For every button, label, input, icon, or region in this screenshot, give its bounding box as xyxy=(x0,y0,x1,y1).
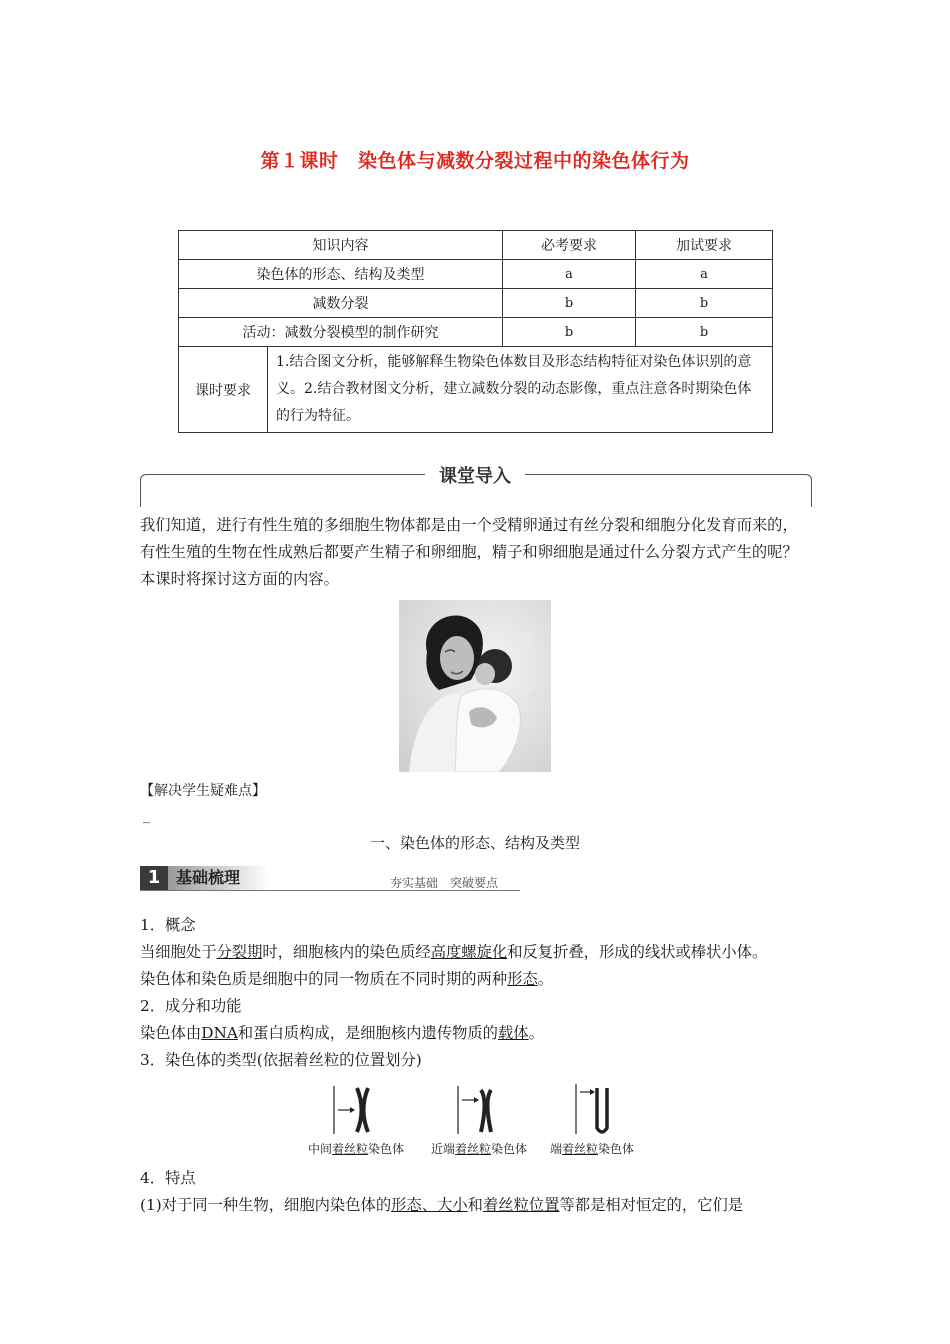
underlined-term: DNA xyxy=(201,1024,238,1042)
acrocentric-label xyxy=(431,1140,527,1157)
table-row xyxy=(179,347,773,433)
metacentric-chromosome-icon xyxy=(334,1086,368,1134)
table-header-row xyxy=(179,231,773,260)
underlined-term: 分裂期 xyxy=(216,943,263,961)
underlined-term: 载体 xyxy=(497,1024,529,1042)
basic-tagline: 夯实基础 突破要点 xyxy=(390,876,499,890)
table-cell: 活动：减数分裂模型的制作研究 xyxy=(179,318,503,347)
chromosome-diagram xyxy=(300,1082,660,1140)
composition-line-1 xyxy=(140,1020,812,1047)
basic-label: 基础梳理 xyxy=(176,868,241,887)
table-cell: b xyxy=(636,289,773,318)
difficulty-label: 【解决学生疑难点】 xyxy=(140,783,266,799)
mother-baby-photo xyxy=(399,600,551,772)
text-run: 中间 xyxy=(308,1142,333,1156)
table-cell: 减数分裂 xyxy=(179,289,503,318)
section-label: 课堂导入 xyxy=(425,462,525,488)
underlined-term: 着丝粒位置 xyxy=(482,1196,560,1214)
table-cell: a xyxy=(503,260,636,289)
underlined-term: 形态 xyxy=(507,970,538,988)
underlined-term: 形态 xyxy=(391,1196,422,1214)
text-run: 染色体和染色质是细胞中的同一物质在不同时期的两种 xyxy=(140,970,508,988)
text-run: 。 xyxy=(537,970,554,988)
underlined-term: 大小 xyxy=(437,1196,468,1214)
text-run: 染色体 xyxy=(491,1142,528,1156)
underlined-term: 着丝粒 xyxy=(455,1142,492,1156)
feature-line-1 xyxy=(140,1192,812,1219)
table-header: 必考要求 xyxy=(503,231,636,260)
table-cell: b xyxy=(503,289,636,318)
table-row xyxy=(179,289,773,318)
table-row xyxy=(179,260,773,289)
acrocentric-chromosome-icon xyxy=(458,1086,491,1134)
intro-paragraph: 我们知道，进行有性生殖的多细胞生物体都是由一个受精卵通过有丝分裂和细胞分化发育而来的，有性生殖的生物在性成熟后都要产生精子和卵细胞，精子和卵细胞是通过什么分裂方式产生的呢？本课时将探讨这方面的内容。 xyxy=(140,516,798,588)
metacentric-label xyxy=(308,1140,404,1157)
underlined-term: 着丝粒 xyxy=(332,1142,369,1156)
page-title: 第１课时 染色体与减数分裂过程中的染色体行为 xyxy=(260,150,690,172)
section-subtitle: 一、染色体的形态、结构及类型 xyxy=(369,834,580,852)
text-run: 染色体 xyxy=(368,1142,405,1156)
text-run: 等都是相对恒定的，它们是 xyxy=(559,1196,744,1214)
text-run: 端 xyxy=(550,1142,563,1156)
table-cell: b xyxy=(636,318,773,347)
telocentric-chromosome-icon xyxy=(576,1084,607,1134)
underlined-term: 高度螺旋化 xyxy=(430,943,508,961)
telocentric-label xyxy=(550,1140,634,1157)
concept-line-2 xyxy=(140,966,812,993)
table-header: 知识内容 xyxy=(179,231,503,260)
dash-mark: _ xyxy=(143,808,150,824)
text-run: (1)对于同一种生物，细胞内染色体的 xyxy=(140,1196,392,1214)
text-run: 近端 xyxy=(431,1142,456,1156)
text-run: 染色体由 xyxy=(140,1024,202,1042)
text-run: 。 xyxy=(528,1024,544,1042)
table-row xyxy=(179,318,773,347)
underlined-term: 着丝粒 xyxy=(562,1142,599,1156)
text-run: 时，细胞核内的染色质经 xyxy=(262,943,431,961)
lesson-text: 1.结合图文分析，能够解释生物染色体数目及形态结构特征对染色体识别的意义。2.结合教材图文分析，建立减数分裂的动态影像，重点注意各时期染色体的行为特征。 xyxy=(268,347,773,433)
text-run: 染色体 xyxy=(598,1142,635,1156)
types-heading: 3．染色体的类型(依据着丝粒的位置划分) xyxy=(140,1051,422,1069)
text-run: 当细胞处于 xyxy=(140,943,217,961)
concept-line-1 xyxy=(140,939,812,966)
underlined-term: 、 xyxy=(421,1196,438,1214)
table-cell: 染色体的形态、结构及类型 xyxy=(179,260,503,289)
table-header: 加试要求 xyxy=(636,231,773,260)
text-run: 和蛋白质构成，是细胞核内遗传物质的 xyxy=(237,1024,498,1042)
concept-heading: 1．概念 xyxy=(140,916,196,934)
feature-heading: 4．特点 xyxy=(140,1169,196,1187)
composition-heading: 2．成分和功能 xyxy=(140,997,242,1015)
table-cell: b xyxy=(503,318,636,347)
table-cell: a xyxy=(636,260,773,289)
basic-number: 1 xyxy=(147,867,161,888)
lesson-label: 课时要求 xyxy=(179,347,268,433)
text-run: 和 xyxy=(467,1196,483,1214)
text-run: 和反复折叠，形成的线状或棒状小体。 xyxy=(507,943,768,961)
requirements-table xyxy=(178,230,773,433)
